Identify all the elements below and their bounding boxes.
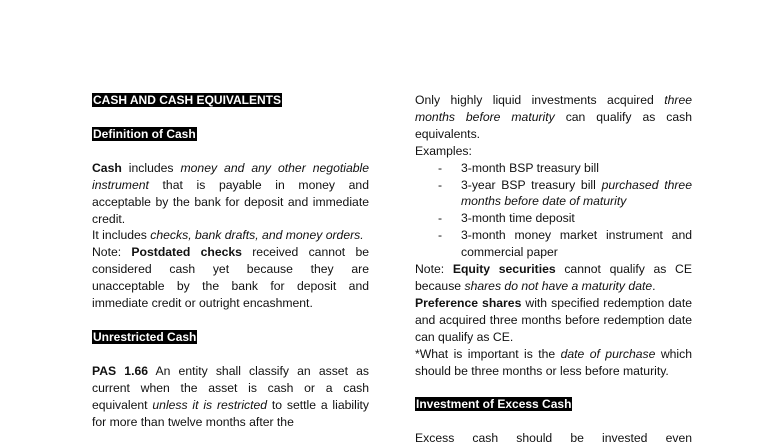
heading-investment-of-excess-cash: Investment of Excess Cash (416, 397, 572, 412)
list-item: - 3-month time deposit (438, 211, 575, 226)
left-column (92, 92, 369, 431)
right-column (415, 92, 692, 447)
paragraph-preference-shares: Preference shares with specified redemption date and acquired three months before redemption date can qualify as CE. (415, 295, 692, 344)
paragraph-cash-definition: Cash includes money and any other negotiable instrument that is payable in money and acceptable by the bank for deposit and immediate credit. (92, 160, 369, 226)
examples-list (415, 160, 692, 261)
examples-label: Examples: (415, 143, 472, 158)
heading-unrestricted-cash: Unrestricted Cash (93, 329, 197, 344)
paragraph-pas-1-66: PAS 1.66 An entity shall classify an asset as current when the asset is cash or a cash equivalent unless it is restricted to settle a liability for more than twelve months after the (92, 363, 370, 429)
paragraph-excess-cash: Excess cash should be invested even (415, 431, 692, 446)
heading-definition-of-cash: Definition of Cash (93, 126, 196, 141)
heading-cash-and-cash-equivalents: CASH AND CASH EQUIVALENTS (93, 93, 282, 107)
list-item: - 3-month BSP treasury bill (438, 160, 599, 175)
paragraph-includes: It includes checks, bank drafts, and money orders. (92, 228, 364, 243)
note-postdated-checks: Note: Postdated checks received cannot be considered cash yet because they are unacceptable by the bank for deposit and immediate credit or outright encashment. (92, 245, 369, 311)
term-cash: Cash (92, 160, 122, 175)
list-item: - 3-month money market instrument and commercial paper (438, 228, 692, 260)
paragraph-liquid-investments: Only highly liquid investments acquired three months before maturity can qualify as cash equivalents. (415, 93, 692, 141)
list-item: - 3-year BSP treasury bill purchased three months before date of maturity (438, 177, 692, 209)
paragraph-date-of-purchase: *What is important is the date of purchase which should be three months or less before maturity. (415, 346, 693, 378)
note-equity-securities: Note: Equity securities cannot qualify as CE because shares do not have a maturity date. (415, 262, 692, 293)
